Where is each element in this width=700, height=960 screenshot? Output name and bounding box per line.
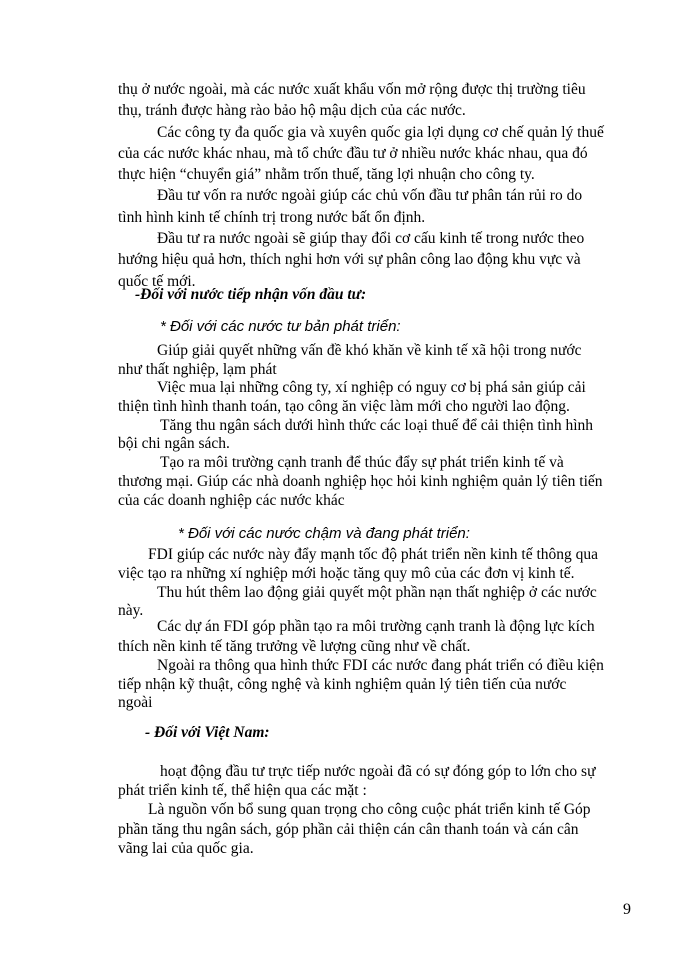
text-line: Thu hút thêm lao động giải quyết một phần nạn thất nghiệp ở các nước <box>157 584 597 601</box>
text-line: bội chi ngân sách. <box>118 435 230 452</box>
text-line: ngoài <box>118 694 153 711</box>
text-line: FDI giúp các nước này đẩy mạnh tốc độ phát triển nền kinh tế thông qua <box>148 546 599 563</box>
text-line: thương mại. Giúp các nhà doanh nghiệp học hỏi kinh nghiệm quản lý tiên tiến <box>118 473 603 490</box>
text-line: phát triển kinh tế, thể hiện qua các mặt : <box>118 782 367 799</box>
section-heading-recipient: -Đối với nước tiếp nhận vốn đầu tư: <box>135 286 367 303</box>
text-line: này. <box>118 602 144 619</box>
text-line: Các dự án FDI góp phần tạo ra môi trường cạnh tranh là động lực kích <box>157 618 595 635</box>
text-line: thiện tình hình thanh toán, tạo công ăn việc làm mới cho người lao động. <box>118 398 570 415</box>
text-line: Giúp giải quyết những vấn đề khó khăn về kinh tế xã hội trong nước <box>157 342 582 359</box>
text-line: tình hình kinh tế chính trị trong nước bất ổn định. <box>118 209 426 226</box>
subheading-developed: * Đối với các nước tư bản phát triển: <box>160 318 401 335</box>
text-line: của các doanh nghiệp các nước khác <box>118 492 345 509</box>
text-line: thụ ở nước ngoài, mà các nước xuất khẩu vốn mở rộng được thị trường tiêu <box>118 81 586 98</box>
text-line: phần tăng thu ngân sách, góp phần cải thiện cán cân thanh toán và cán cân <box>118 821 579 838</box>
text-line: Tăng thu ngân sách dưới hình thức các loại thuế để cải thiện tình hình <box>160 417 594 434</box>
text-line: Ngoài ra thông qua hình thức FDI các nước đang phát triển có điều kiện <box>157 657 604 674</box>
text-line: hoạt động đầu tư trực tiếp nước ngoài đã có sự đóng góp to lớn cho sự <box>160 763 596 780</box>
subheading-developing: * Đối với các nước chậm và đang phát triển: <box>178 525 470 542</box>
text-line: thụ, tránh được hàng rào bảo hộ mậu dịch của các nước. <box>118 102 466 119</box>
page-number: 9 <box>623 901 631 918</box>
text-line: việc tạo ra những xí nghiệp mới hoặc tăng quy mô của các đơn vị kinh tế. <box>118 565 575 582</box>
section-heading-vietnam: - Đối với Việt Nam: <box>145 724 270 741</box>
text-line: Các công ty đa quốc gia và xuyên quốc gia lợi dụng cơ chế quản lý thuế <box>157 124 604 141</box>
text-line: thực hiện “chuyển giá” nhằm trốn thuế, tăng lợi nhuận cho công ty. <box>118 166 535 183</box>
text-line: vãng lai của quốc gia. <box>118 840 254 857</box>
text-line: Tạo ra môi trường cạnh tranh để thúc đẩy sự phát triển kinh tế và <box>160 454 564 471</box>
text-line: Là nguồn vốn bổ sung quan trọng cho công cuộc phát triển kinh tế Góp <box>148 801 591 818</box>
text-line: quốc tế mới. <box>118 273 196 290</box>
text-line: tiếp nhận kỹ thuật, công nghệ và kinh nghiệm quản lý tiên tiến của nước <box>118 676 567 693</box>
text-line: Đầu tư ra nước ngoài sẽ giúp thay đổi cơ cấu kinh tế trong nước theo <box>157 230 585 247</box>
text-line: thích nền kinh tế tăng trưởng về lượng cũng như về chất. <box>118 638 471 655</box>
text-line: Việc mua lại những công ty, xí nghiệp có nguy cơ bị phá sản giúp cải <box>157 379 586 396</box>
text-line: hướng hiệu quả hơn, thích nghi hơn với sự phân công lao động khu vực và <box>118 251 581 268</box>
text-line: Đầu tư vốn ra nước ngoài giúp các chủ vốn đầu tư phân tán rủi ro do <box>157 187 583 204</box>
text-line: như thất nghiệp, lạm phát <box>118 361 277 378</box>
text-line: của các nước khác nhau, mà tổ chức đầu tư ở nhiều nước khác nhau, qua đó <box>118 145 588 162</box>
